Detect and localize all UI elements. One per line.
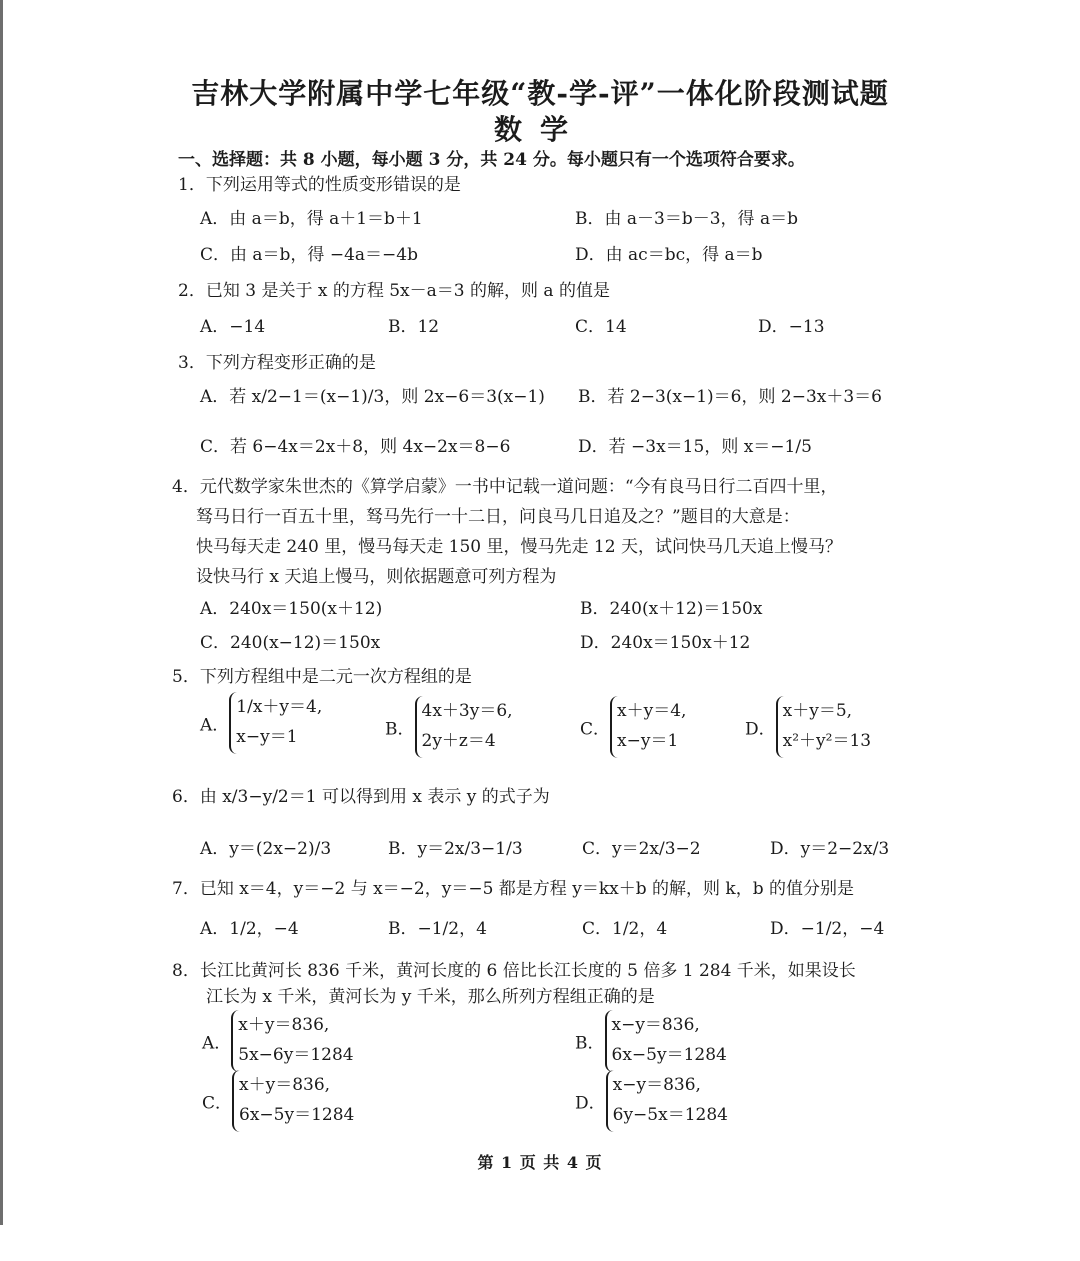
- option-letter: A．: [202, 1033, 232, 1054]
- question-4-option-c: C．240(x−12)＝150x: [200, 633, 381, 653]
- question-4-option-a: A．240x＝150(x＋12): [200, 599, 383, 619]
- question-3-stem: 3．下列方程变形正确的是: [178, 353, 376, 373]
- page-number-footer: 第 1 页 共 4 页: [477, 1153, 603, 1172]
- scan-edge: [0, 0, 3, 1225]
- equation: x−y＝1: [236, 726, 298, 747]
- equation-system: [606, 1070, 728, 1132]
- question-7-option-d: D．−1/2，−4: [770, 919, 885, 939]
- question-3-option-d: D．若 −3x＝15，则 x＝−1/5: [578, 437, 812, 457]
- question-8-option-b: [575, 1010, 727, 1072]
- question-7-stem: 7．已知 x＝4，y＝−2 与 x＝−2，y＝−5 都是方程 y＝kx＋b 的解，则 k，b 的值分别是: [172, 879, 854, 899]
- question-3-option-b: B．若 2−3(x−1)＝6，则 2−3x＋3＝6: [578, 387, 882, 407]
- equation: x−y＝836,: [612, 1075, 701, 1095]
- equation-system: [776, 696, 871, 758]
- question-5-option-c: [580, 696, 686, 758]
- equation: 5x−6y＝1284: [238, 1044, 354, 1065]
- option-letter: D．: [745, 719, 776, 740]
- question-8-option-c: [202, 1070, 354, 1132]
- question-4-line-3: 快马每天走 240 里，慢马每天走 150 里，慢马先走 12 天，试问快马几天追上慢马？: [196, 537, 842, 557]
- equation-system: [232, 1070, 354, 1132]
- equation: x＋y＝836,: [239, 1075, 331, 1095]
- question-4-line-1: 4．元代数学家朱世杰的《算学启蒙》一书中记载一道问题：“今有良马日行二百四十里，: [172, 477, 838, 497]
- question-6-stem: 6．由 x/3−y/2＝1 可以得到用 x 表示 y 的式子为: [172, 787, 550, 807]
- option-letter: A．: [200, 715, 230, 736]
- question-4-line-4: 设快马行 x 天追上慢马，则依据题意可列方程为: [196, 567, 557, 587]
- equation-system: [415, 696, 513, 758]
- equation-system: [229, 692, 322, 754]
- page-title: 吉林大学附属中学七年级“教-学-评”一体化阶段测试题: [191, 77, 889, 110]
- section-heading: 一、选择题：共 8 小题，每小题 3 分，共 24 分。每小题只有一个选项符合要求。: [178, 150, 805, 170]
- question-2-option-c: C．14: [575, 317, 627, 337]
- equation: x²＋y²＝13: [782, 730, 872, 751]
- equation-system: [605, 1010, 727, 1072]
- equation: 6x−5y＝1284: [611, 1044, 727, 1065]
- equation: 6x−5y＝1284: [239, 1104, 355, 1125]
- question-8-option-d: [575, 1070, 728, 1132]
- equation: x＋y＝836,: [238, 1015, 330, 1035]
- equation: x＋y＝4,: [617, 701, 687, 721]
- question-2-option-a: A．−14: [200, 317, 266, 337]
- option-letter: C．: [202, 1093, 233, 1114]
- equation: x−y＝836,: [611, 1015, 700, 1035]
- question-1-stem: 1．下列运用等式的性质变形错误的是: [178, 175, 461, 195]
- equation: x−y＝1: [617, 730, 679, 751]
- question-7-option-a: A．1/2，−4: [200, 919, 299, 939]
- equation-system: [231, 1010, 353, 1072]
- question-5-option-d: [745, 696, 871, 758]
- question-5-stem: 5．下列方程组中是二元一次方程组的是: [172, 667, 472, 687]
- equation: 2y＋z＝4: [421, 730, 496, 751]
- question-8-line-2: 江长为 x 千米，黄河长为 y 千米，那么所列方程组正确的是: [206, 987, 655, 1007]
- question-6-option-d: D．y＝2−2x/3: [770, 839, 890, 859]
- question-2-stem: 2．已知 3 是关于 x 的方程 5x－a＝3 的解，则 a 的值是: [178, 281, 610, 301]
- question-2-option-d: D．−13: [758, 317, 825, 337]
- option-letter: B．: [575, 1033, 605, 1054]
- question-1-option-a: A．由 a＝b，得 a＋1＝b＋1: [200, 209, 423, 229]
- equation: 6y−5x＝1284: [612, 1104, 728, 1125]
- equation: 4x＋3y＝6,: [421, 701, 513, 721]
- question-6-option-b: B．y＝2x/3−1/3: [388, 839, 523, 859]
- question-6-option-c: C．y＝2x/3−2: [582, 839, 701, 859]
- option-letter: C．: [580, 719, 611, 740]
- question-1-option-c: C．由 a＝b，得 −4a＝−4b: [200, 245, 418, 265]
- page-subtitle: 数学: [493, 113, 586, 146]
- option-letter: B．: [385, 719, 415, 740]
- question-5-option-b: [385, 696, 513, 758]
- equation-system: [610, 696, 686, 758]
- question-4-option-b: B．240(x＋12)＝150x: [580, 599, 763, 619]
- question-7-option-b: B．−1/2，4: [388, 919, 487, 939]
- question-1-option-b: B．由 a－3＝b－3，得 a＝b: [575, 209, 798, 229]
- equation: 1/x＋y＝4,: [236, 697, 323, 717]
- question-2-option-b: B．12: [388, 317, 440, 337]
- question-1-option-d: D．由 ac＝bc，得 a＝b: [575, 245, 763, 265]
- question-4-option-d: D．240x＝150x＋12: [580, 633, 751, 653]
- question-6-option-a: A．y＝(2x−2)/3: [200, 839, 332, 859]
- question-8-line-1: 8．长江比黄河长 836 千米，黄河长度的 6 倍比长江长度的 5 倍多 1 284 千米，如果设长: [172, 961, 856, 981]
- question-7-option-c: C．1/2，4: [582, 919, 668, 939]
- option-letter: D．: [575, 1093, 606, 1114]
- equation: x＋y＝5,: [782, 701, 853, 721]
- question-8-option-a: [202, 1010, 354, 1072]
- question-3-option-c: C．若 6−4x＝2x＋8，则 4x−2x＝8−6: [200, 437, 511, 457]
- question-4-line-2: 驽马日行一百五十里，驽马先行一十二日，问良马几日追及之？”题目的大意是：: [196, 507, 800, 527]
- question-3-option-a: A．若 x/2−1＝(x−1)/3，则 2x−6＝3(x−1): [200, 387, 545, 407]
- question-5-option-a: [200, 692, 322, 754]
